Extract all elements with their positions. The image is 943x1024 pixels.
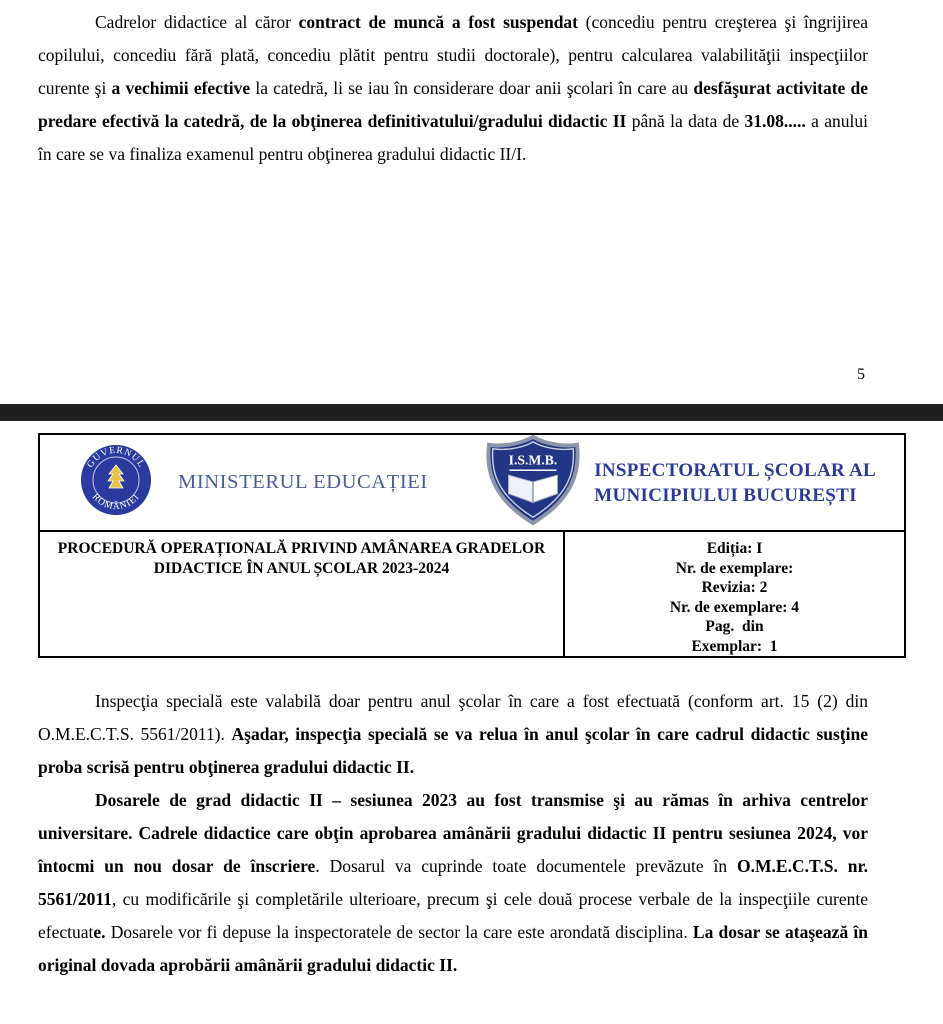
government-romania-logo-icon [80, 444, 152, 521]
inspectorate-label-line2: MUNICIPIULUI BUCUREȘTI [594, 484, 857, 506]
ismb-logo-text: I.S.M.B. [508, 452, 558, 468]
page-body [38, 685, 868, 982]
inspectorate-label [594, 458, 876, 508]
edition-line: Nr. de exemplare: [675, 559, 794, 577]
paragraph-grade-files: Dosarele de grad didactic II – sesiunea 2023 au fost transmise şi au rămas în arhiva centrelor universitare. Cadrele didactice care obţin aprobarea amânării gradului didactic II pentru sesiunea 2024, vor întocmi un nou dosar de înscriere. Dosarul va cuprinde toate documentele prevăzute în O.M.E.C.T.S. nr. 5561/2011, cu modificările şi completările ulterioare, precum şi cele două procese verbale de la inspecţiile curente efectuate. Dosarele vor fi depuse la inspectoratele de sector la care este arondată disciplina. La dosar se ataşează în original dovada aprobării amânării gradului didactic II. [38, 790, 868, 975]
procedure-title-cell [40, 532, 565, 656]
header-logos-row [40, 435, 904, 532]
edition-line: Pag. din [705, 618, 764, 635]
previous-page-bottom [0, 0, 943, 404]
procedure-title-line1: PROCEDURĂ OPERAȚIONALĂ PRIVIND AMÂNAREA GRADELOR [57, 540, 546, 557]
ismb-group [482, 434, 876, 531]
paragraph-suspended-contract: Cadrelor didactice al căror contract de muncă a fost suspendat (concediu pentru creşterea şi îngrijirea copilului, concediu fără plată, concediu plătit pentru studii doctorale), pentru calcularea valabilităţii inspecţiilor curente şi a vechimii efective la catedră, li se iau în considerare doar anii şcolari în care au desfăşurat activitate de predare efectivă la catedră, de la obţinerea definitivatului/gradului didactic II până la data de 31.08..... a anului în care se va finaliza examenul pentru obţinerea gradului didactic II/I. [38, 12, 869, 164]
edition-info-cell [565, 532, 904, 656]
edition-line: Nr. de exemplare: 4 [669, 598, 800, 616]
procedure-title-row [40, 532, 904, 656]
edition-line: Exemplar: 1 [691, 637, 778, 655]
edition-line: Ediția: I [706, 540, 763, 557]
procedure-title-line2: DIDACTICE ÎN ANUL ȘCOLAR 2023-2024 [153, 560, 450, 577]
gov-logo-bottom-text: ROMÂNIEI [89, 492, 143, 513]
page-number: 5 [857, 366, 865, 383]
gov-logo-top-text: GUVERNUL [85, 445, 147, 470]
inspectorate-label-line1: INSPECTORATUL ȘCOLAR AL [594, 459, 876, 481]
page-break-separator [0, 404, 943, 421]
ismb-shield-logo-icon [482, 434, 584, 531]
ministry-of-education-label: MINISTERUL EDUCAȚIEI [178, 471, 428, 493]
edition-line: Revizia: 2 [701, 579, 768, 596]
document-header-table [38, 433, 906, 658]
paragraph-special-inspection: Inspecţia specială este valabilă doar pentru anul şcolar în care a fost efectuată (conform art. 15 (2) din O.M.E.C.T.S. 5561/2011). Aşadar, inspecţia specială se va relua în anul şcolar în care cadrul didactic susţine proba scrisă pentru obţinerea gradului didactic II. [38, 691, 869, 777]
current-page [0, 421, 943, 982]
